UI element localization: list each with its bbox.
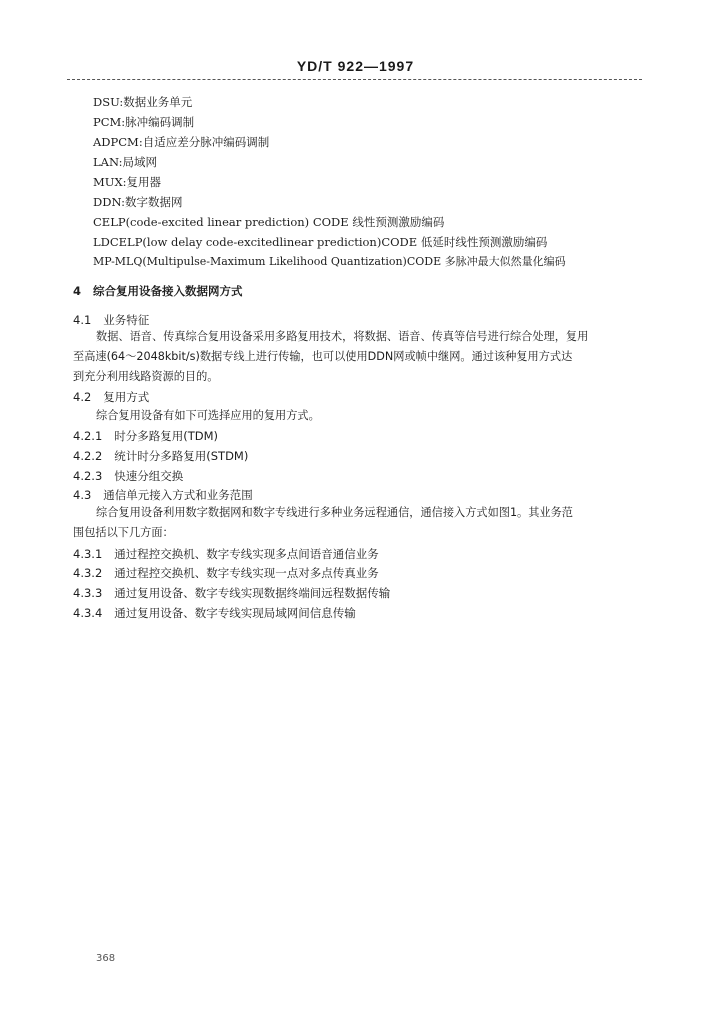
section-number: 4.3.4 — [73, 606, 103, 620]
abbreviation-ddn: DDN:数字数据网 — [93, 195, 183, 209]
section-number: 4.2.3 — [73, 469, 103, 483]
page-number: 368 — [96, 953, 116, 964]
section-4-2-1-heading — [73, 429, 218, 443]
section-title: 通过程控交换机、数字专线实现多点间语音通信业务 — [114, 547, 379, 561]
section-title: 时分多路复用(TDM) — [114, 429, 219, 443]
section-4-3-3-heading — [73, 586, 390, 600]
section-4-2-2-heading — [73, 449, 248, 463]
section-4-3-4-heading — [73, 606, 356, 620]
section-title: 通过程控交换机、数字专线实现一点对多点传真业务 — [114, 566, 379, 580]
paragraph-line: 综合复用设备有如下可选择应用的复用方式。 — [96, 409, 320, 422]
section-title: 快速分组交换 — [114, 469, 184, 483]
paragraph-line: 到充分利用线路资源的目的。 — [73, 370, 219, 383]
abbreviation-adpcm: ADPCM:自适应差分脉冲编码调制 — [93, 135, 270, 149]
section-number: 4.2.2 — [73, 449, 103, 463]
abbreviation-ldcelp: LDCELP(low delay code-excitedlinear prediction)CODE 低延时线性预测激励编码 — [93, 235, 548, 249]
section-number: 4 — [73, 284, 82, 298]
section-number: 4.3 — [73, 488, 92, 502]
section-4-3-heading — [73, 488, 253, 502]
section-number: 4.1 — [73, 313, 92, 327]
section-number: 4.3.1 — [73, 547, 103, 561]
section-number: 4.2 — [73, 390, 92, 404]
abbreviation-pcm: PCM:脉冲编码调制 — [93, 115, 195, 129]
section-title: 复用方式 — [103, 390, 150, 404]
paragraph-line: 至高速(64～2048kbit/s)数据专线上进行传输，也可以使用DDN网或帧中继网。通过该种复用方式达 — [73, 350, 573, 363]
section-4-heading — [73, 284, 243, 298]
paragraph-line: 数据、语音、传真综合复用设备采用多路复用技术，将数据、语音、传真等信号进行综合处理，复用 — [96, 330, 589, 343]
abbreviation-mux: MUX:复用器 — [93, 175, 162, 189]
section-title: 业务特征 — [103, 313, 150, 327]
section-4-3-2-heading — [73, 566, 379, 580]
section-title: 通过复用设备、数字专线实现数据终端间远程数据传输 — [114, 586, 391, 600]
section-4-1-heading — [73, 313, 149, 327]
abbreviation-mpmlq: MP-MLQ(Multipulse-Maximum Likelihood Quantization)CODE 多脉冲最大似然量化编码 — [93, 255, 566, 268]
document-code-header: YD/T 922—1997 — [296, 58, 415, 74]
section-4-2-3-heading — [73, 469, 183, 483]
section-number: 4.3.2 — [73, 566, 103, 580]
section-4-3-1-heading — [73, 547, 379, 561]
section-number: 4.3.3 — [73, 586, 103, 600]
section-title: 综合复用设备接入数据网方式 — [93, 284, 243, 298]
section-title: 通过复用设备、数字专线实现局域网间信息传输 — [114, 606, 356, 620]
section-title: 统计时分多路复用(STDM) — [114, 449, 249, 463]
section-title: 通信单元接入方式和业务范围 — [103, 488, 253, 502]
paragraph-line: 围包括以下几方面： — [73, 526, 174, 539]
abbreviation-dsu: DSU:数据业务单元 — [93, 95, 193, 109]
section-number: 4.2.1 — [73, 429, 103, 443]
section-4-2-heading — [73, 390, 149, 404]
abbreviation-celp: CELP(code-excited linear prediction) CODE 线性预测激励编码 — [93, 215, 445, 229]
paragraph-line: 综合复用设备利用数字数据网和数字专线进行多种业务远程通信，通信接入方式如图1。其业务范 — [96, 506, 573, 519]
abbreviation-lan: LAN:局域网 — [93, 155, 157, 169]
header-rule — [67, 79, 642, 80]
